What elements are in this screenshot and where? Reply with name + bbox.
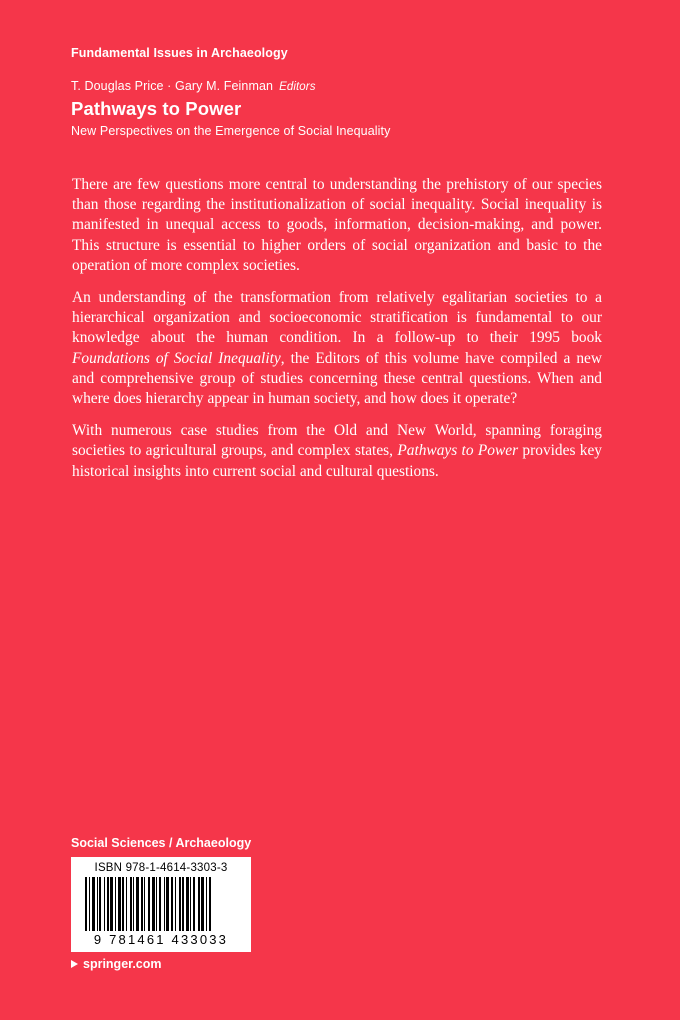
subject-category: Social Sciences / Archaeology (71, 836, 252, 850)
barcode-block (71, 857, 251, 952)
blurb-text (72, 175, 602, 482)
blurb-p2-book-title: Foundations of Social Inequality (72, 349, 281, 367)
series-title: Fundamental Issues in Archaeology (71, 46, 288, 60)
barcode-bars (85, 877, 237, 931)
publisher-url: springer.com (83, 957, 162, 971)
editors-line (71, 79, 316, 93)
editor-names: T. Douglas Price · Gary M. Feinman (71, 79, 274, 93)
blurb-p2-part-a: An understanding of the transformation from relatively egalitarian societies to a hierarchical organization and socioeconomic stratification is fundamental to our knowledge about the human condition. In a follow-up to their 1995 book (72, 289, 602, 347)
editors-label: Editors (279, 81, 316, 93)
barcode-digits: 9 781461 433033 (93, 932, 229, 947)
blurb-paragraph-1: There are few questions more central to understanding the prehistory of our species than those regarding the institutionalization of social inequality. Social inequality is manifested in unequal access to goods, information, decision-making, and power. This structure is essential to higher orders of social organization and basic to the operation of more complex societies. (72, 176, 602, 274)
blurb-p3-book-title: Pathways to Power (397, 442, 519, 460)
isbn-number: ISBN 978-1-4614-3303-3 (94, 862, 228, 874)
book-title: Pathways to Power (71, 98, 242, 119)
blurb-p3-part-b: provides key historical insights into current social and cultural questions. (72, 442, 603, 480)
book-subtitle: New Perspectives on the Emergence of Social Inequality (71, 124, 391, 138)
publisher-logo[interactable] (71, 957, 162, 971)
blurb-p3-part-a: With numerous case studies from the Old and New World, spanning foraging societies to agricultural groups, and complex states, (72, 422, 602, 460)
triangle-icon (71, 960, 78, 968)
blurb-paragraph-3 (72, 421, 602, 482)
blurb-p2-part-b: , the Editors of this volume have compiled a new and comprehensive group of studies concerning these central questions. When and where does hierarchy appear in human society, and how does it operate? (72, 349, 602, 408)
blurb-paragraph-2 (72, 288, 602, 409)
